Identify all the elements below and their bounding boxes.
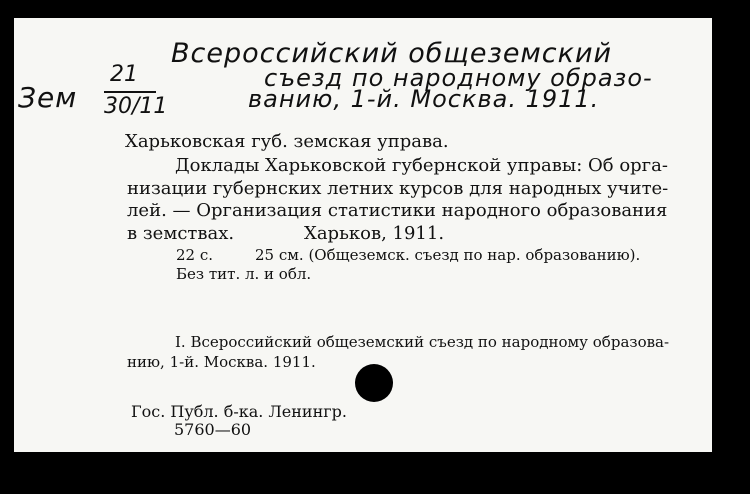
added-entry-line-2: нию, 1-й. Москва. 1911.	[127, 353, 316, 371]
collation-size-series: 25 см. (Общеземск. съезд по нар. образованию).	[255, 246, 641, 264]
handwritten-title-line-3: ванию, 1-й. Москва. 1911.	[248, 85, 600, 113]
publication-place-year: Харьков, 1911.	[304, 223, 445, 244]
description-line-4: в земствах.	[127, 223, 235, 244]
library-name: Гос. Публ. б-ка. Ленингр.	[131, 402, 347, 421]
card-heading: Харьковская губ. земская управа.	[125, 131, 449, 152]
handwritten-shelf-prefix: Зем	[18, 81, 78, 114]
collation-pages: 22 с.	[176, 246, 214, 264]
handwritten-title-line-2: съезд по народному образо-	[264, 64, 653, 92]
catalog-card	[14, 18, 712, 452]
handwritten-title-line-1: Всероссийский общеземский	[171, 38, 613, 69]
description-line-2: низации губернских летних курсов для народных учите-	[127, 178, 669, 199]
collation-note: Без тит. л. и обл.	[176, 265, 312, 283]
handwritten-fraction-rule	[104, 91, 156, 93]
punch-hole	[355, 364, 393, 402]
handwritten-shelf-fraction: 30/11	[104, 94, 168, 119]
description-line-1: Доклады Харьковской губернской управы: Об орга-	[175, 155, 668, 176]
handwritten-shelf-number: 21	[110, 62, 138, 87]
description-line-3: лей. — Организация статистики народного образования	[127, 200, 668, 221]
catalog-number: 5760—60	[174, 420, 252, 439]
added-entry-line-1: I. Всероссийский общеземский съезд по народному образова-	[175, 333, 670, 351]
